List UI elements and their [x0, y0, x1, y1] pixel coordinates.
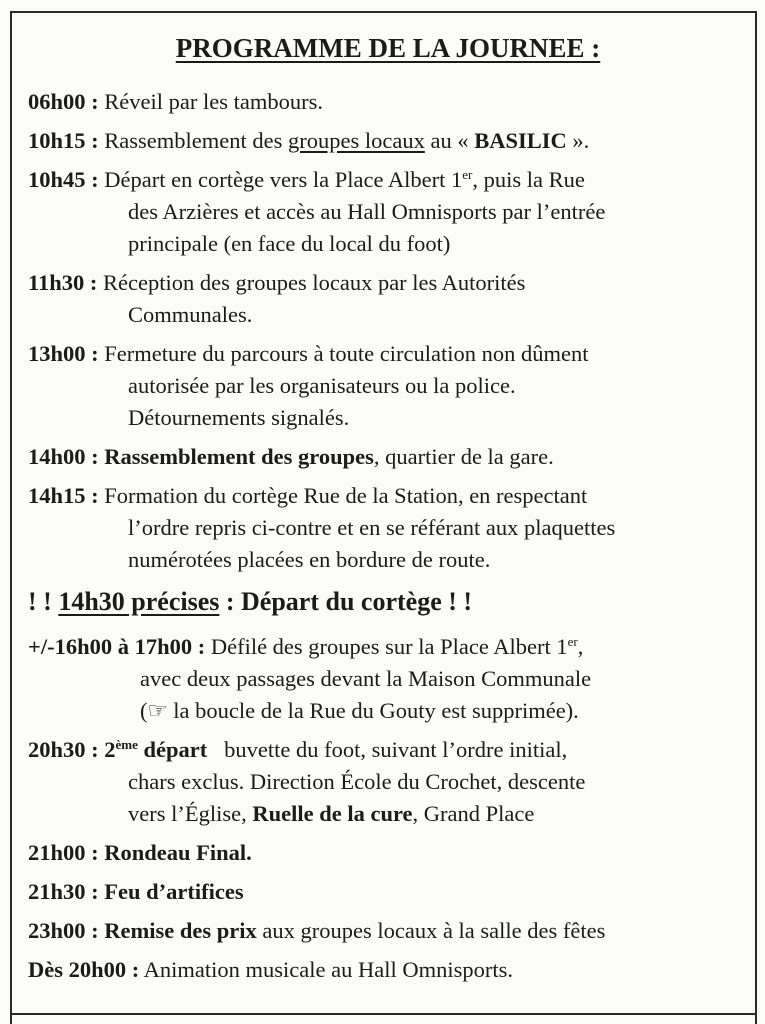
headline-time: 14h30 précises: [58, 587, 220, 616]
entry-des-2000: [28, 954, 748, 986]
entry-text: Départ en cortège vers la Place Albert 1: [98, 167, 463, 192]
entry-time: 20h30 : 2: [28, 737, 116, 762]
entry-text: ».: [566, 128, 590, 153]
frame-left-border: [10, 11, 12, 1024]
entry-text: vers l’Église,: [128, 801, 253, 826]
entry-text: ,: [577, 634, 584, 659]
entry-text: , quartier de la gare.: [373, 444, 554, 469]
superscript: er: [567, 634, 578, 649]
entry-bold-text: BASILIC: [474, 128, 567, 153]
entry-bold-text: Rassemblement des groupes: [98, 444, 374, 469]
entry-time: 21h30 :: [28, 879, 99, 904]
entry-0600: [28, 86, 748, 118]
entry-line: des Arzières et accès au Hall Omnisports par l’entrée: [128, 199, 606, 224]
entry-line: l’ordre repris ci-contre et en se référant aux plaquettes: [128, 515, 616, 540]
entry-1015: [28, 125, 748, 157]
entry-1600-1700: [28, 631, 748, 727]
entry-bold-text: Rondeau Final.: [98, 840, 252, 865]
entry-1130: [28, 267, 748, 331]
entry-line: chars exclus. Direction École du Crochet, descente: [128, 769, 586, 794]
entry-bold-text: Feu d’artifices: [98, 879, 244, 904]
entry-line: avec deux passages devant la Maison Communale: [140, 666, 592, 691]
headline-text: : Départ du cortège ! !: [219, 587, 473, 616]
entry-text: Formation du cortège Rue de la Station, en respectant: [98, 483, 588, 508]
entry-text: Réveil par les tambours.: [98, 89, 323, 114]
entry-time: 10h15 :: [28, 128, 99, 153]
entry-time: 11h30 :: [28, 270, 98, 295]
entry-time: 13h00 :: [28, 341, 99, 366]
entry-bold-text: Ruelle de la cure: [252, 801, 413, 826]
entry-text: , Grand Place: [412, 801, 535, 826]
entry-time: 21h00 :: [28, 840, 99, 865]
entry-time: 14h00 :: [28, 444, 99, 469]
entry-time: 14h15 :: [28, 483, 99, 508]
entry-2100: [28, 837, 748, 869]
entry-time: 10h45 :: [28, 167, 99, 192]
frame-top-border: [10, 11, 757, 13]
entry-text: Rassemblement des: [98, 128, 288, 153]
entry-text: , puis la Rue: [472, 167, 585, 192]
entry-line: numérotées placées en bordure de route.: [128, 547, 491, 572]
entry-text: aux groupes locaux à la salle des fêtes: [256, 918, 606, 943]
entry-line: principale (en face du local du foot): [128, 231, 451, 256]
entry-2130: [28, 876, 748, 908]
entry-text: Défilé des groupes sur la Place Albert 1: [205, 634, 568, 659]
entry-line: Détournements signalés.: [128, 405, 350, 430]
entry-1300: [28, 338, 748, 434]
superscript: ème: [115, 737, 138, 752]
entry-1045: [28, 164, 748, 260]
entry-1415: [28, 480, 748, 576]
superscript: er: [462, 167, 473, 182]
programme-content: [28, 30, 748, 993]
entry-underlined-text: groupes locaux: [287, 128, 425, 153]
entry-2300: [28, 915, 748, 947]
entry-line: autorisée par les organisateurs ou la police.: [128, 373, 516, 398]
entry-2030: [28, 734, 748, 830]
entry-1400: [28, 441, 748, 473]
entry-bold-text: départ: [137, 737, 208, 762]
entry-text: Animation musicale au Hall Omnisports.: [139, 957, 513, 982]
frame-right-border: [755, 11, 757, 1024]
frame-bottom-border: [10, 1013, 757, 1015]
entry-text: buvette du foot, suivant l’ordre initial,: [207, 737, 568, 762]
entry-time: 06h00 :: [28, 89, 99, 114]
entry-time: +/-16h00 à 17h00 :: [28, 634, 206, 659]
entry-text: Fermeture du parcours à toute circulation non dûment: [98, 341, 589, 366]
entry-bold-text: Remise des prix: [98, 918, 257, 943]
entry-text: Réception des groupes locaux par les Autorités: [97, 270, 526, 295]
entry-line: [28, 798, 748, 830]
entry-time: Dès 20h00 :: [28, 957, 140, 982]
entry-line: Communales.: [128, 302, 253, 327]
page-title: PROGRAMME DE LA JOURNEE :: [175, 33, 601, 63]
entry-line: (☞ la boucle de la Rue du Gouty est supprimée).: [140, 698, 579, 723]
entry-text: au «: [424, 128, 475, 153]
headline-prefix: ! !: [28, 587, 59, 616]
departure-headline: [28, 583, 748, 621]
entry-time: 23h00 :: [28, 918, 99, 943]
